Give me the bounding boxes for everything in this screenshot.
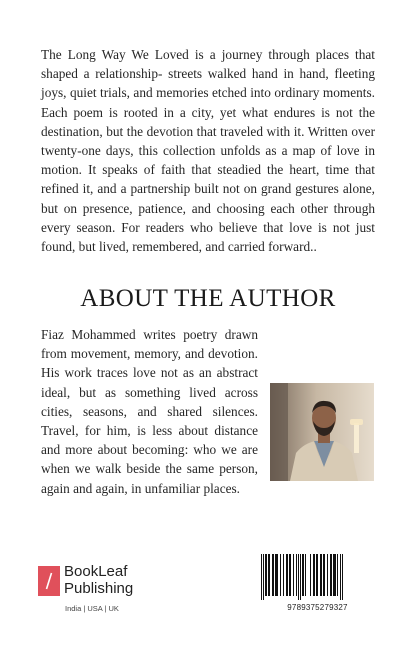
publisher-name-line2: Publishing (64, 580, 134, 597)
publisher-regions: India | USA | UK (65, 604, 119, 613)
book-blurb: The Long Way We Loved is a journey through places that shaped a relationship- streets walked hand in hand, fleeting joys, quiet trials, and memories etched into ordinary moments. Each poem is rooted in a city, yet what endures is not the destination, but the devotion that traveled with it. Written over twenty-one days, this collection unfolds as a map of love in motion. It speaks of faith that steadied the heart, time that refined it, and a partnership built not on grand gestures alone, but on presence, patience, and choosing each other through every season. For readers who believe that love is not just found, but lived, remembered, and carried forward.. (41, 47, 375, 255)
slash-leaf-icon (38, 566, 60, 596)
isbn-number: 9789375279327 (287, 603, 348, 612)
author-photo (270, 383, 374, 481)
author-bio: Fiaz Mohammed writes poetry drawn from movement, memory, and devotion. His work traces love not as an abstract ideal, but as something lived across cities, seasons, and shared silences. Travel, for him, is less about distance and more about becoming: who we are when we walk beside the same person, again and again, in unfamiliar places. (41, 327, 258, 496)
publisher-name (64, 563, 133, 597)
about-author-heading: ABOUT THE AUTHOR (80, 285, 336, 312)
publisher-name-line1: BookLeaf (64, 563, 128, 580)
publisher-logo (38, 565, 178, 615)
